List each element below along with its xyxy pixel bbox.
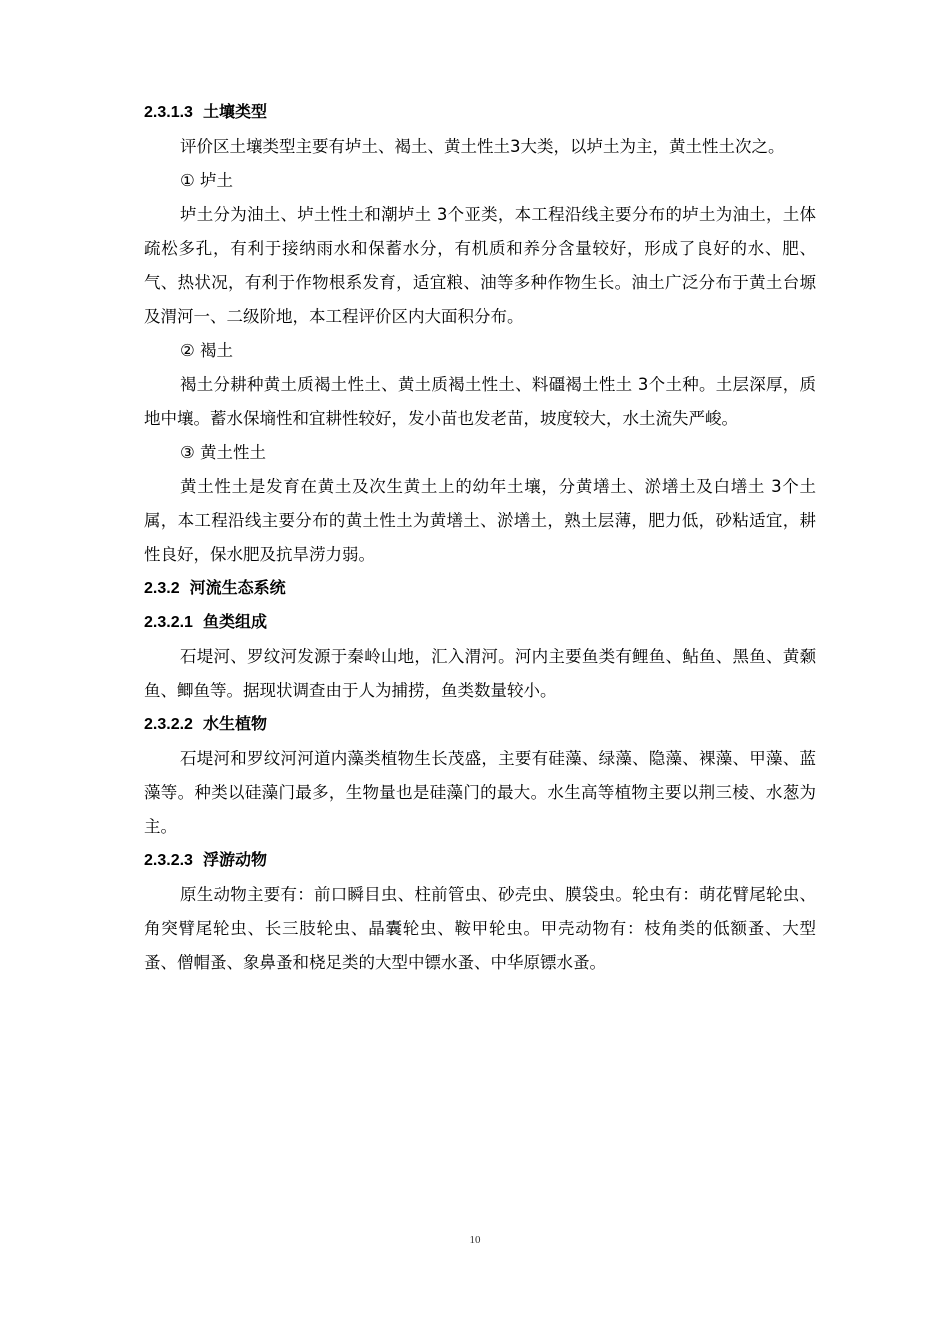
section-number: 2.3.1.3 (144, 104, 193, 121)
list-item-loess-soil: ③ 黄土性土 (180, 443, 267, 462)
list-item-brown-soil: ② 褐土 (180, 341, 234, 360)
section-title: 浮游动物 (202, 852, 267, 869)
section-heading-aquatic-plants (144, 708, 816, 742)
document-body (144, 96, 816, 980)
section-title: 鱼类组成 (202, 614, 267, 631)
paragraph-aquatic-plants: 石堤河和罗纹河河道内藻类植物生长茂盛，主要有硅藻、绿藻、隐藻、裸藻、甲藻、蓝藻等。种类以硅藻门最多，生物量也是硅藻门的最大。水生高等植物主要以荆三棱、水葱为主。 (144, 749, 816, 836)
section-heading-river-ecosystem (144, 572, 816, 606)
section-title: 土壤类型 (202, 104, 267, 121)
paragraph-loess-soil: 黄土性土是发育在黄土及次生黄土上的幼年土壤，分黄墡土、淤墡土及白墡土 3个土属，本工程沿线主要分布的黄土性土为黄墡土、淤墡土，熟土层薄，肥力低，砂粘适宜，耕性良好，保水肥及抗旱涝力弱。 (144, 477, 816, 564)
section-number: 2.3.2.1 (144, 614, 193, 631)
section-title: 水生植物 (202, 716, 267, 733)
page-number: 10 (469, 1234, 481, 1246)
paragraph-soil-intro: 评价区土壤类型主要有垆土、褐土、黄土性土3大类，以垆土为主，黄土性土次之。 (180, 137, 785, 156)
section-number: 2.3.2 (144, 580, 180, 597)
section-heading-fish (144, 606, 816, 640)
paragraph-fish: 石堤河、罗纹河发源于秦岭山地，汇入渭河。河内主要鱼类有鲤鱼、鲇鱼、黑鱼、黄颡鱼、鲫鱼等。据现状调查由于人为捕捞，鱼类数量较小。 (144, 647, 816, 700)
paragraph-lu-soil: 垆土分为油土、垆土性土和潮垆土 3个亚类，本工程沿线主要分布的垆土为油土，土体疏松多孔，有利于接纳雨水和保蓄水分，有机质和养分含量较好，形成了良好的水、肥、气、热状况，有利于作物根系发育，适宜粮、油等多种作物生长。油土广泛分布于黄土台塬及渭河一、二级阶地，本工程评价区内大面积分布。 (144, 205, 816, 326)
paragraph-zooplankton: 原生动物主要有：前口瞬目虫、柱前管虫、砂壳虫、膜袋虫。轮虫有：萌花臂尾轮虫、角突臂尾轮虫、长三肢轮虫、晶囊轮虫、鞍甲轮虫。甲壳动物有：枝角类的低额蚤、大型蚤、僧帽蚤、象鼻蚤和桡足类的大型中镖水蚤、中华原镖水蚤。 (144, 885, 816, 972)
section-number: 2.3.2.2 (144, 716, 193, 733)
section-heading-zooplankton (144, 844, 816, 878)
list-item-lu-soil: ① 垆土 (180, 171, 234, 190)
section-heading-soil-types (144, 96, 816, 130)
paragraph-brown-soil: 褐土分耕种黄土质褐土性土、黄土质褐土性土、料礓褐土性土 3个土种。土层深厚，质地中壤。蓄水保墒性和宜耕性较好，发小苗也发老苗，坡度较大，水土流失严峻。 (144, 375, 816, 428)
section-number: 2.3.2.3 (144, 852, 193, 869)
section-title: 河流生态系统 (189, 580, 286, 597)
